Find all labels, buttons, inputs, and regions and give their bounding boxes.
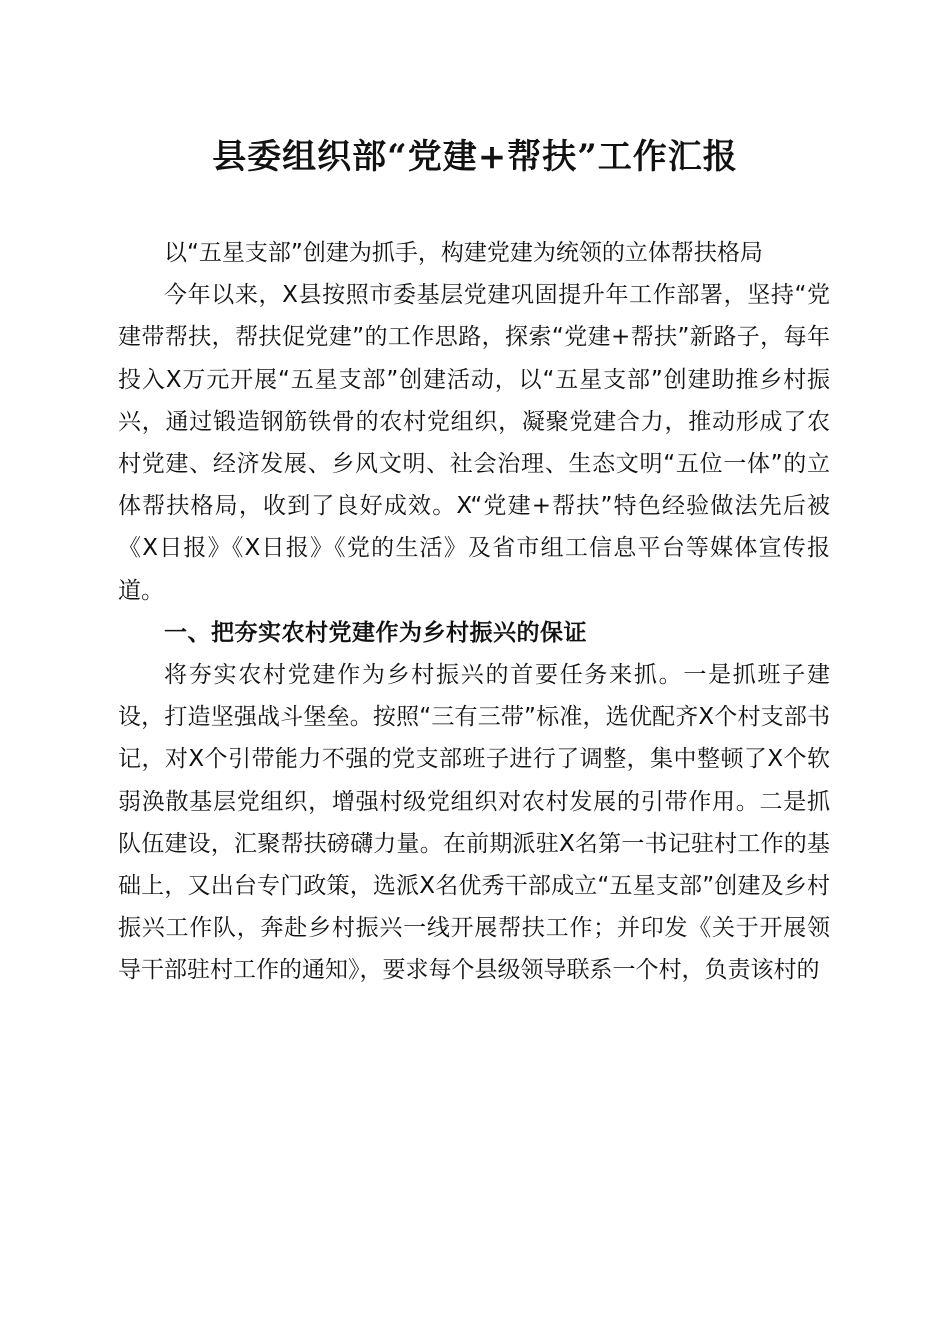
document-body [118, 232, 830, 992]
document-title: 县委组织部“党建+帮扶”工作汇报 [212, 137, 738, 177]
paragraph-section-1: 将夯实农村党建作为乡村振兴的首要任务来抓。一是抓班子建设，打造坚强战斗堡垒。按照“三有三带”标准，选优配齐X个村支部书记，对X个引带能力不强的党支部班子进行了调整，集中整顿了X个软弱涣散基层党组织，增强村级党组织对农村发展的引带作用。二是抓队伍建设，汇聚帮扶磅礴力量。在前期派驻X名第一书记驻村工作的基础上，又出台专门政策，选派X名优秀干部成立“五星支部”创建及乡村振兴工作队，奔赴乡村振兴一线开展帮扶工作；并印发《关于开展领导干部驻村工作的通知》，要求每个县级领导联系一个村，负责该村的 [118, 662, 830, 984]
paragraph-intro: 今年以来，X县按照市委基层党建巩固提升年工作部署，坚持“党建带帮扶，帮扶促党建”的工作思路，探索“党建+帮扶”新路子，每年投入X万元开展“五星支部”创建活动，以“五星支部”创建助推乡村振兴，通过锻造钢筋铁骨的农村党组织，凝聚党建合力，推动形成了农村党建、经济发展、乡风文明、社会治理、生态文明“五位一体”的立体帮扶格局，收到了良好成效。X“党建+帮扶”特色经验做法先后被《X日报》《X日报》《党的生活》及省市组工信息平台等媒体宣传报道。 [118, 282, 830, 604]
section-heading: 一、把夯实农村党建作为乡村振兴的保证 [164, 619, 587, 646]
document-subtitle: 以“五星支部”创建为抓手，构建党建为统领的立体帮扶格局 [164, 240, 763, 266]
